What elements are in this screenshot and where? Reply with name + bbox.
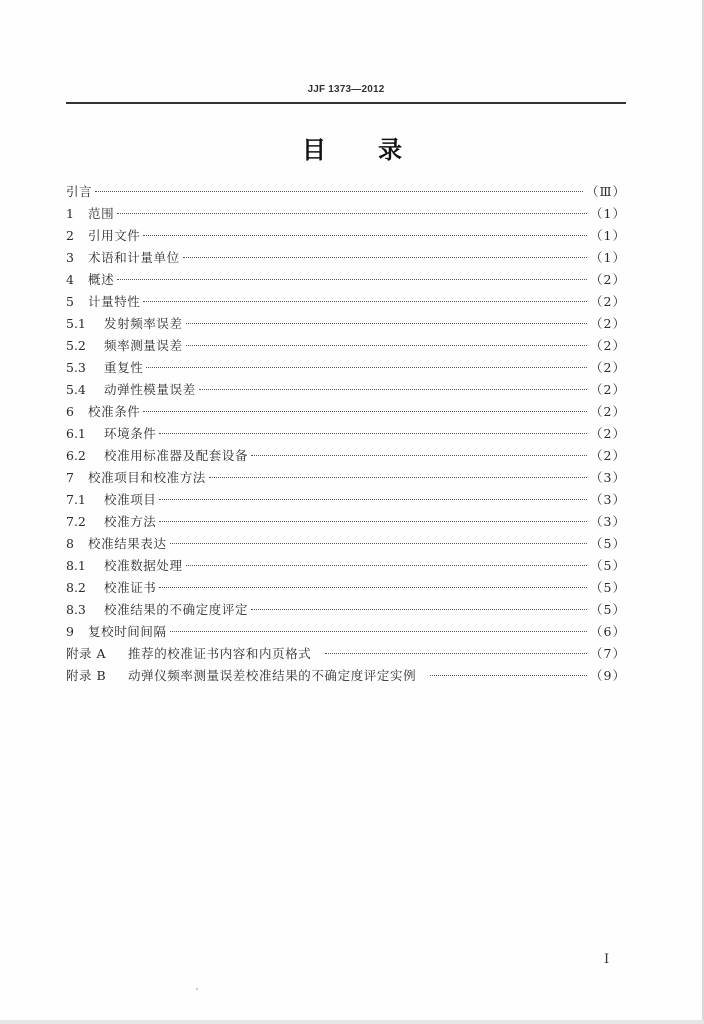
dot-leader: [117, 213, 587, 214]
toc-entry-title: 校准数据处理: [104, 558, 183, 573]
toc-entry-number: 附录 B: [66, 668, 107, 683]
toc-entry-page: （1）: [590, 250, 626, 265]
toc-entry-number: 7.2: [66, 514, 86, 529]
toc-entry-page: （2）: [590, 294, 626, 309]
title-char-2: 录: [378, 136, 402, 164]
toc-entry-title: 复校时间间隔: [88, 624, 167, 639]
toc-entry-title: 推荐的校准证书内容和内页格式: [128, 646, 312, 661]
toc-entry-title: 计量特性: [88, 294, 141, 309]
toc-entry-page: （2）: [590, 338, 626, 353]
toc-entry-number: 5.4: [66, 382, 86, 397]
toc-entry-page: （2）: [590, 448, 626, 463]
toc-entry[interactable]: [66, 555, 626, 577]
toc-entry-number: 8.1: [66, 558, 86, 573]
toc-entry-number: 1: [66, 206, 74, 221]
toc-entry-title: 动弹仪频率测量误差校准结果的不确定度评定实例: [128, 668, 417, 683]
toc-entry[interactable]: [66, 665, 626, 687]
dot-leader: [159, 587, 587, 588]
running-header: JJF 1373—2012: [307, 84, 385, 95]
dot-leader: [186, 345, 587, 346]
toc-entry[interactable]: [66, 599, 626, 621]
toc-entry-title: 频率测量误差: [104, 338, 183, 353]
toc-entry-title: 环境条件: [104, 426, 157, 441]
toc-entry-number: 8.3: [66, 602, 86, 617]
toc-entry-title: 校准证书: [104, 580, 157, 595]
dot-leader: [117, 279, 587, 280]
table-of-contents: [66, 181, 626, 687]
page-title: [0, 130, 704, 165]
toc-entry[interactable]: [66, 291, 626, 313]
header-rule: [66, 102, 626, 104]
toc-entry-number: 8.2: [66, 580, 86, 595]
toc-entry-number: 5.2: [66, 338, 86, 353]
toc-entry-title: 动弹性模量误差: [104, 382, 196, 397]
toc-entry-title: 校准方法: [104, 514, 157, 529]
dot-leader: [95, 191, 583, 192]
toc-entry-page: （2）: [590, 272, 626, 287]
toc-entry-page: （2）: [590, 382, 626, 397]
toc-entry-number: 附录 A: [66, 646, 107, 661]
toc-entry-title: 发射频率误差: [104, 316, 183, 331]
toc-entry-page: （3）: [590, 492, 626, 507]
dot-leader: [430, 675, 587, 676]
dot-leader: [170, 543, 587, 544]
dot-leader: [146, 367, 587, 368]
toc-entry-title: 引言: [66, 184, 93, 199]
dot-leader: [251, 609, 587, 610]
toc-entry[interactable]: [66, 203, 626, 225]
toc-entry[interactable]: [66, 445, 626, 467]
toc-entry[interactable]: [66, 489, 626, 511]
dot-leader: [251, 455, 587, 456]
toc-entry-title: 范围: [88, 206, 115, 221]
toc-entry-number: 6.2: [66, 448, 86, 463]
toc-entry[interactable]: [66, 401, 626, 423]
toc-entry-page: （7）: [590, 646, 626, 661]
toc-entry[interactable]: [66, 379, 626, 401]
toc-entry-page: （2）: [590, 404, 626, 419]
toc-entry[interactable]: [66, 423, 626, 445]
toc-entry[interactable]: [66, 357, 626, 379]
scan-speck: [196, 988, 198, 990]
dot-leader: [186, 565, 587, 566]
dot-leader: [183, 257, 587, 258]
toc-entry-number: 5.3: [66, 360, 86, 375]
dot-leader: [143, 301, 587, 302]
toc-entry-page: （Ⅲ）: [585, 184, 626, 199]
dot-leader: [325, 653, 587, 654]
toc-entry-page: （5）: [590, 558, 626, 573]
dot-leader: [159, 433, 587, 434]
toc-entry[interactable]: [66, 313, 626, 335]
toc-entry-title: 校准用标准器及配套设备: [104, 448, 249, 463]
toc-entry-title: 校准条件: [88, 404, 141, 419]
toc-entry-page: （5）: [590, 536, 626, 551]
toc-entry-number: 3: [66, 250, 74, 265]
toc-entry-page: （1）: [590, 228, 626, 243]
toc-entry-page: （5）: [590, 580, 626, 595]
toc-entry-title: 校准项目和校准方法: [88, 470, 206, 485]
toc-entry-page: （1）: [590, 206, 626, 221]
toc-entry-title: 概述: [88, 272, 115, 287]
toc-entry-title: 重复性: [104, 360, 144, 375]
toc-entry-page: （3）: [590, 514, 626, 529]
toc-entry-page: （6）: [590, 624, 626, 639]
toc-entry-number: 7: [66, 470, 74, 485]
dot-leader: [159, 521, 587, 522]
toc-entry-title: 术语和计量单位: [88, 250, 180, 265]
toc-entry[interactable]: [66, 269, 626, 291]
dot-leader: [186, 323, 587, 324]
toc-entry-number: 8: [66, 536, 74, 551]
title-char-1: 目: [302, 136, 326, 164]
toc-entry-number: 9: [66, 624, 74, 639]
toc-entry-number: 7.1: [66, 492, 86, 507]
toc-entry[interactable]: [66, 533, 626, 555]
dot-leader: [199, 389, 587, 390]
toc-entry-page: （5）: [590, 602, 626, 617]
toc-entry[interactable]: [66, 247, 626, 269]
toc-entry[interactable]: [66, 643, 626, 665]
toc-entry-page: （2）: [590, 360, 626, 375]
toc-entry-number: 5: [66, 294, 74, 309]
toc-entry[interactable]: [66, 225, 626, 247]
toc-entry[interactable]: [66, 621, 626, 643]
toc-entry-title: 引用文件: [88, 228, 141, 243]
toc-entry-page: （3）: [590, 470, 626, 485]
dot-leader: [143, 411, 587, 412]
toc-entry-number: 4: [66, 272, 74, 287]
toc-entry[interactable]: [66, 181, 626, 203]
toc-entry[interactable]: [66, 335, 626, 357]
toc-entry-number: 6: [66, 404, 74, 419]
toc-entry-page: （9）: [590, 668, 626, 683]
dot-leader: [170, 631, 587, 632]
page-number: I: [604, 952, 610, 967]
page-edge-bottom: [0, 1020, 704, 1024]
dot-leader: [209, 477, 587, 478]
toc-entry-number: 5.1: [66, 316, 86, 331]
toc-entry[interactable]: [66, 467, 626, 489]
toc-entry-page: （2）: [590, 316, 626, 331]
dot-leader: [159, 499, 587, 500]
toc-entry-page: （2）: [590, 426, 626, 441]
toc-entry-title: 校准结果表达: [88, 536, 167, 551]
toc-entry[interactable]: [66, 577, 626, 599]
toc-entry-title: 校准项目: [104, 492, 157, 507]
toc-entry[interactable]: [66, 511, 626, 533]
toc-entry-number: 6.1: [66, 426, 86, 441]
toc-entry-title: 校准结果的不确定度评定: [104, 602, 249, 617]
toc-entry-number: 2: [66, 228, 74, 243]
dot-leader: [143, 235, 587, 236]
